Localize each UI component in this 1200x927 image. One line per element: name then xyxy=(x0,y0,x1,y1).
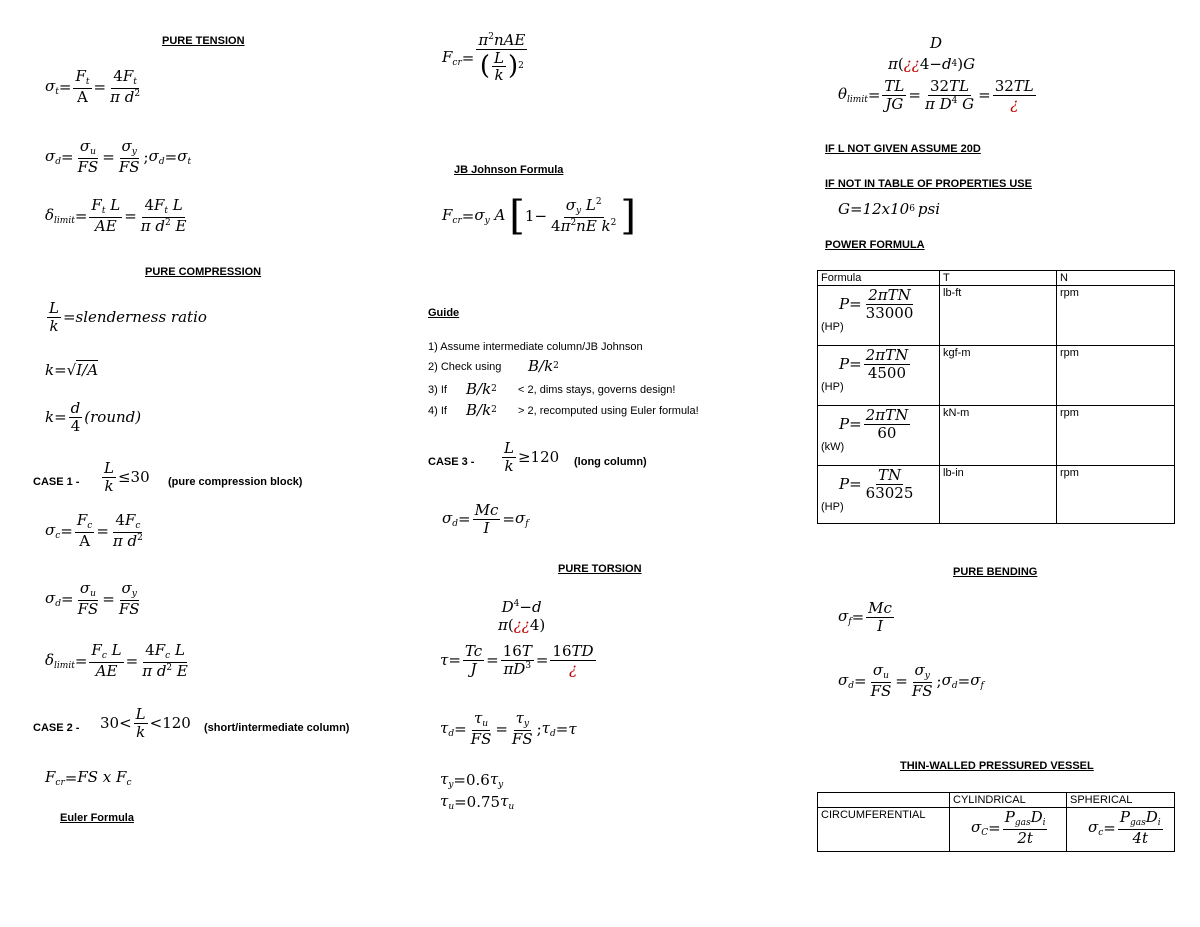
heading-l-not-given: IF L NOT GIVEN ASSUME 20D xyxy=(825,143,981,155)
case1-label: CASE 1 - xyxy=(33,476,80,488)
header-t: T xyxy=(940,271,1057,286)
torsion-shear-formula: τ = $\frac{Tc}{J}$ = $\frac{16T}{\pi D^3}$ = $\frac{16TD}{¿}$ xyxy=(440,642,594,678)
jb-johnson-formula: $F_{cr}$ = $\sigma_y$ A [ 1− $\frac{\sigma_y L^2}{4\pi^2nE k^2}$ ] xyxy=(442,193,636,239)
guide-step-2: 2) Check using xyxy=(428,361,502,373)
heading-pure-bending: PURE BENDING xyxy=(953,566,1038,578)
speed-unit-cell: rpm xyxy=(1057,406,1175,466)
tension-stress-formula: $\sigma_t$ = $\frac{F_t}{A}$ = $\frac{4F_t}{\pi d^2}$ xyxy=(45,67,141,106)
power-formula-cell: P = $\frac{TN}{63025}$ (HP) xyxy=(818,466,940,524)
power-formula-cell: P = $\frac{\text{2πTN}}{33000}$ (HP) xyxy=(818,286,940,346)
slenderness-formula: $\frac{L}{k}$ = slenderness ratio xyxy=(49,299,207,335)
tau-ultimate-relation: $\tau_u$ =0.75 $\tau_u$ xyxy=(440,792,515,812)
heading-euler-formula: Euler Formula xyxy=(60,812,134,824)
guide-step-4-if: 4) If xyxy=(428,405,447,417)
design-stress-formula: $\sigma_d$ = $\frac{\sigma_u}{FS}$ = $\frac{\sigma_y}{FS}$ ; $\sigma_d$ = $\sigma_t$ xyxy=(45,137,192,176)
torsion-angle-D: D xyxy=(930,34,943,52)
case3-design-stress: $\sigma_d$ = $\frac{Mc}{I}$ = $\sigma_f$ xyxy=(442,501,529,537)
header-n: N xyxy=(1057,271,1175,286)
slenderness-label: slenderness ratio xyxy=(75,308,207,326)
cylindrical-formula-cell: $\sigma_C$ = $\frac{P_{gas}D_i}{2t}$ xyxy=(950,808,1067,852)
power-formula-cell: P = $\frac{\text{2πTN}}{60}$ (kW) xyxy=(818,406,940,466)
compression-stress-formula: $\sigma_c$ = $\frac{F_c}{A}$ = $\frac{4F_c}{\pi d^2}$ xyxy=(45,511,143,550)
guide-step-3-if: 3) If xyxy=(428,384,447,396)
power-formula-table xyxy=(817,270,1175,524)
case2-label: CASE 2 - xyxy=(33,722,80,734)
case2-condition: 30< $\frac{L}{k}$ <120 xyxy=(100,705,191,741)
bending-design-stress: $\sigma_d$ = $\frac{\sigma_u}{FS}$ = $\frac{\sigma_y}{FS}$ ; $\sigma_d$ = $\sigma_f$ xyxy=(838,661,984,700)
radius-gyration-round-formula: k = $\frac{d}{4}$ (round) xyxy=(45,399,142,435)
speed-unit-cell: rpm xyxy=(1057,286,1175,346)
case1-note: (pure compression block) xyxy=(168,476,303,488)
heading-thin-walled: THIN-WALLED PRESSURED VESSEL xyxy=(900,760,1094,772)
bending-stress-formula: $\sigma_f$ = $\frac{Mc}{I}$ xyxy=(838,599,892,635)
table-row xyxy=(818,346,1175,406)
shear-modulus-value: G=12x10 6 psi xyxy=(838,200,941,218)
speed-unit-cell: rpm xyxy=(1057,346,1175,406)
heading-pure-torsion: PURE TORSION xyxy=(558,563,642,575)
case2-note: (short/intermediate column) xyxy=(204,722,350,734)
case3-note: (long column) xyxy=(574,456,647,468)
header-formula: Formula xyxy=(818,271,940,286)
tension-deflection-formula: $\delta_{limit}$ = $\frac{F_t L}{AE}$ = $\frac{4F_t L}{\pi d^2 E}$ xyxy=(45,196,187,235)
heading-jb-johnson: JB Johnson Formula xyxy=(454,164,564,176)
table-row xyxy=(818,406,1175,466)
compression-design-stress: $\sigma_d$ = $\frac{\sigma_u}{FS}$ = $\frac{\sigma_y}{FS}$ xyxy=(45,579,140,618)
torsion-angle-formula: $\theta_{limit}$ = $\frac{TL}{JG}$ = $\frac{32TL}{\pi D^4 G}$ = $\frac{32TL}{¿}$ xyxy=(838,77,1034,113)
torque-unit-cell: kN-m xyxy=(940,406,1057,466)
tau-yield-relation: $\tau_y$ =0.6 $\tau_y$ xyxy=(440,770,504,790)
header-cylindrical: CYLINDRICAL xyxy=(950,793,1067,808)
spherical-formula-cell: $\sigma_c$ = $\frac{P_{gas}D_i}{4t}$ xyxy=(1067,808,1175,852)
case3-label: CASE 3 - xyxy=(428,456,475,468)
euler-critical-load-formula: $F_{cr}$ = $\pi^2nAE$ ( $\frac{L}{k}$ ) 2 xyxy=(442,31,526,84)
torsion-angle-hollow: π ( ¿¿ 4− d 4 ) G xyxy=(888,55,976,73)
row-label-circumferential: CIRCUMFERENTIAL xyxy=(818,808,950,852)
heading-pure-tension: PURE TENSION xyxy=(162,35,245,47)
compression-deflection-formula: $\delta_{limit}$ = $\frac{F_c L}{AE}$ = $\frac{4F_c L}{\pi d^2 E}$ xyxy=(45,641,188,680)
torsion-hollow-expr: $D^4-d$ π(¿¿4) xyxy=(498,598,546,634)
table-row xyxy=(818,286,1175,346)
guide-step-4-expr: B/k 2 xyxy=(466,401,497,419)
table-header-row xyxy=(818,793,1175,808)
table-header-row xyxy=(818,271,1175,286)
guide-step-3-expr: B/k 2 xyxy=(466,380,497,398)
pressure-vessel-table xyxy=(817,792,1175,852)
speed-unit-cell: rpm xyxy=(1057,466,1175,524)
guide-step-4-text: > 2, recomputed using Euler formula! xyxy=(518,405,699,417)
torque-unit-cell: lb-ft xyxy=(940,286,1057,346)
header-spherical: SPHERICAL xyxy=(1067,793,1175,808)
guide-step-1: 1) Assume intermediate column/JB Johnson xyxy=(428,341,643,353)
guide-step-2-expr: B/k 2 xyxy=(528,357,559,375)
header-blank xyxy=(818,793,950,808)
heading-power-formula: POWER FORMULA xyxy=(825,239,925,251)
heading-pure-compression: PURE COMPRESSION xyxy=(145,266,262,278)
guide-step-3-text: < 2, dims stays, governs design! xyxy=(518,384,676,396)
table-row xyxy=(818,808,1175,852)
case1-condition: $\frac{L}{k}$ ≤30 xyxy=(104,459,150,495)
power-formula-cell: P = $\frac{\text{2πTN}}{4500}$ (HP) xyxy=(818,346,940,406)
heading-guide: Guide xyxy=(428,307,460,319)
radius-gyration-formula: k =√ I/A xyxy=(45,360,99,379)
torsion-design-stress: $\tau_d$ = $\frac{\tau_u}{FS}$ = $\frac{\tau_y}{FS}$ ; $\tau_d$ = τ xyxy=(440,709,577,748)
table-row xyxy=(818,466,1175,524)
critical-load-fs-formula: $F_{cr}$ = FS x $F_c$ xyxy=(45,768,132,788)
torque-unit-cell: kgf-m xyxy=(940,346,1057,406)
case3-condition: $\frac{L}{k}$ ≥120 xyxy=(504,439,560,475)
torque-unit-cell: lb-in xyxy=(940,466,1057,524)
heading-if-not-table: IF NOT IN TABLE OF PROPERTIES USE xyxy=(825,178,1032,190)
